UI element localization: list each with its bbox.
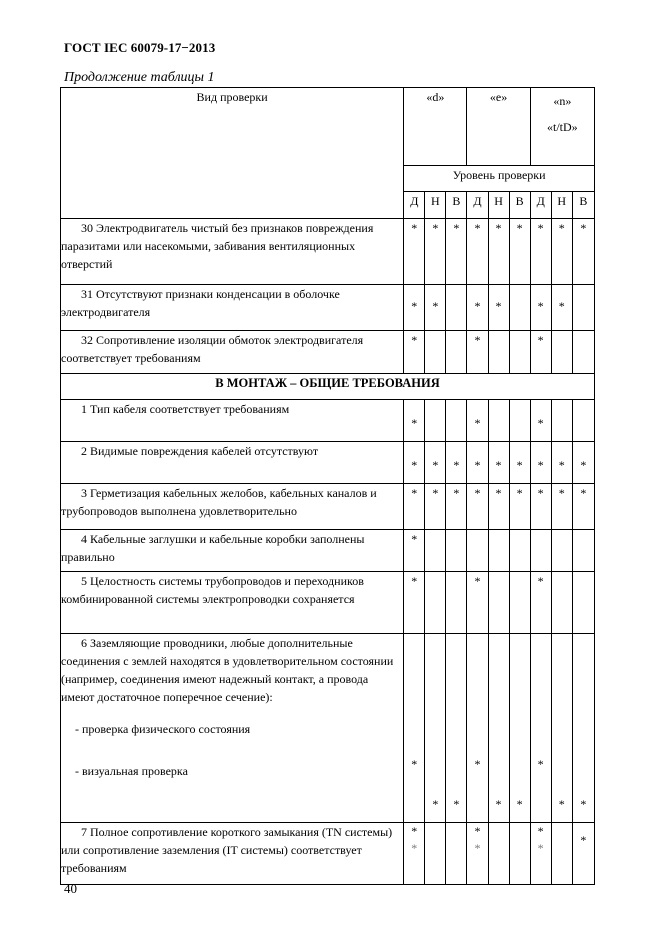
mark: * [537,841,544,855]
mark: * [572,442,594,484]
mark: * [404,442,425,484]
mark: * [572,823,594,885]
sub-item-physical: - проверка физического состояния [75,722,251,736]
table-row [61,285,595,331]
mark: * [404,572,425,634]
mark: * [411,841,418,855]
mark: * [474,841,481,855]
mark: * [404,530,425,572]
check-type-header: Вид проверки [61,88,404,219]
level-code: Н [488,192,509,219]
table-row [61,634,595,823]
table-row [61,331,595,374]
mark: * [580,797,587,811]
sub-item-visual: - визуальная проверка [75,764,188,778]
row-text: 3 Герметизация кабельных желобов, кабельных каналов и трубопроводов выполнена удовлетворительно [61,484,404,530]
mark: * [551,442,572,484]
mark: * [425,285,446,331]
mark: * [537,824,544,838]
row-text: 30 Электродвигатель чистый без признаков повреждения паразитами или насекомыми, забивания вентиляционных отверстий [61,219,404,285]
mark: * [411,757,418,771]
mark: * [474,824,481,838]
mark: * [530,285,551,331]
mark: * [516,797,523,811]
inspection-table [60,87,595,885]
table-header-row [61,88,595,166]
level-code: В [509,192,530,219]
mark: * [467,400,488,442]
mark: * [530,219,551,285]
mark: * [558,797,565,811]
row-text: 6 Заземляющие проводники, любые дополнительные соединения с землей находятся в удовлетворительном состоянии (например, соединения имеют надежный контакт, а провода имеют достаточное поперечное сечение): [61,636,394,704]
mark: * [530,442,551,484]
mark: * [572,484,594,530]
document-header: ГОСТ IEC 60079-17−2013 [64,40,216,55]
group-header-ttd: «t/tD» [546,120,578,134]
page-number: 40 [64,881,77,896]
mark: * [404,400,425,442]
table-row [61,530,595,572]
mark: * [446,484,467,530]
mark: * [404,484,425,530]
mark: * [530,400,551,442]
level-code: Д [530,192,551,219]
mark: * [488,285,509,331]
mark: * [488,219,509,285]
level-code: Д [467,192,488,219]
mark: * [551,484,572,530]
level-header: Уровень проверки [404,166,595,192]
mark: * [446,219,467,285]
mark: * [404,285,425,331]
mark: * [530,572,551,634]
mark: * [509,219,530,285]
mark: * [404,219,425,285]
table-row [61,219,595,285]
table-row [61,823,595,885]
mark: * [453,797,460,811]
level-code: Н [551,192,572,219]
mark: * [530,484,551,530]
table-row [61,484,595,530]
level-code: Н [425,192,446,219]
row-text: 7 Полное сопротивление короткого замыкания (TN системы) или сопротивление заземления (IT системы) соответствует требованиям [61,823,404,885]
table-row [61,572,595,634]
mark: * [411,824,418,838]
mark: * [488,484,509,530]
group-header-d: «d» [404,88,467,166]
mark: * [425,219,446,285]
mark: * [432,797,439,811]
mark: * [495,797,502,811]
mark: * [551,219,572,285]
mark: * [551,285,572,331]
row-text: 1 Тип кабеля соответствует требованиям [61,400,404,442]
group-header-n: «n» [553,94,572,108]
mark: * [467,484,488,530]
mark: * [404,331,425,374]
mark: * [467,572,488,634]
row-text-block [61,634,404,823]
row-text: 31 Отсутствуют признаки конденсации в оболочке электродвигателя [61,285,404,331]
mark: * [425,484,446,530]
table-row [61,400,595,442]
row-text: 32 Сопротивление изоляции обмоток электродвигателя соответствует требованиям [61,331,404,374]
level-code: Д [404,192,425,219]
mark: * [537,757,544,771]
group-header-e: «e» [467,88,530,166]
mark: * [530,331,551,374]
section-row [61,374,595,400]
row-text: 2 Видимые повреждения кабелей отсутствуют [61,442,404,484]
level-code: В [446,192,467,219]
mark: * [488,442,509,484]
mark: * [446,442,467,484]
table-continuation-caption: Продолжение таблицы 1 [64,70,215,85]
section-title: В МОНТАЖ – ОБЩИЕ ТРЕБОВАНИЯ [61,374,595,400]
mark: * [467,285,488,331]
mark: * [509,484,530,530]
mark: * [467,442,488,484]
mark: * [509,442,530,484]
mark: * [474,757,481,771]
level-code: В [572,192,594,219]
table-row [61,442,595,484]
mark: * [425,442,446,484]
mark: * [467,219,488,285]
row-text: 5 Целостность системы трубопроводов и переходников комбинированной системы электропроводки сохраняется [61,572,404,634]
mark: * [572,219,594,285]
group-header-n-ttd [530,88,594,166]
row-text: 4 Кабельные заглушки и кабельные коробки заполнены правильно [61,530,404,572]
mark: * [467,331,488,374]
